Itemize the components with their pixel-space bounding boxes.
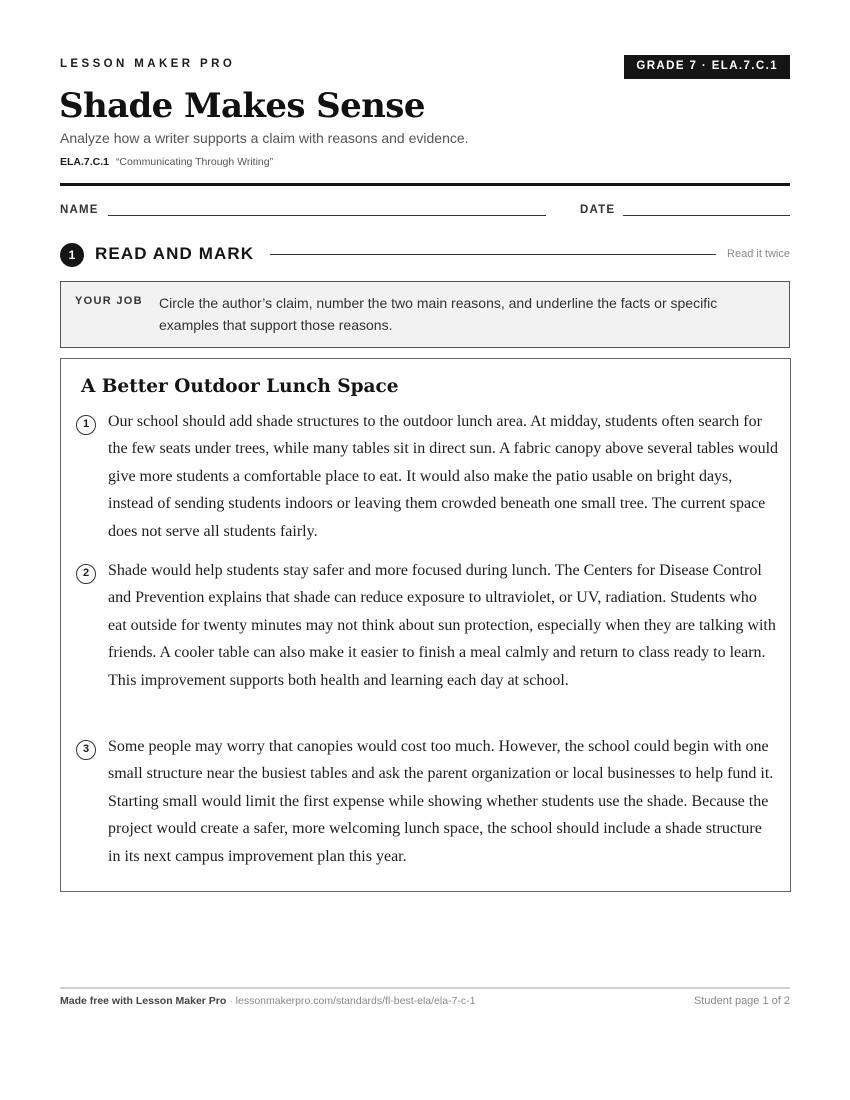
paragraph-text: Some people may worry that canopies would cost too much. However, the school could begin with one small structure near the busiest tables and ask the parent organization or local businesses to help fund it. Starting small would limit the first expense while showing whether students use the shade. Because the project would create a safer, more welcoming lunch space, the school should include a shade structure in its next campus improvement plan this year.	[108, 738, 774, 865]
header-divider	[60, 183, 790, 186]
grade-badge: GRADE 7 · ELA.7.C.1	[624, 55, 790, 79]
job-instructions-box	[60, 281, 790, 348]
worksheet-title: Shade Makes Sense	[59, 86, 425, 126]
standard-line	[60, 156, 273, 168]
footer-divider	[60, 987, 790, 989]
section-title: READ AND MARK	[95, 244, 255, 263]
page-number: Student page 1 of 2	[693, 995, 790, 1007]
section-note: Read it twice	[727, 248, 790, 260]
date-field[interactable]	[623, 215, 790, 216]
passage-title: A Better Outdoor Lunch Space	[81, 376, 399, 397]
job-label: YOUR JOB	[75, 295, 143, 307]
footer-credit	[60, 995, 476, 1007]
paragraph-text: Our school should add shade structures to the outdoor lunch area. At midday, students often search for the few seats under trees, while many tables sit in direct sun. A fabric canopy above several tables would give more students a comfortable place to eat. It would also make the patio usable on bright days, instead of sending students indoors or leaving them crowded beneath one small tree. The current space does not serve all students fairly.	[108, 413, 779, 540]
date-label: DATE	[580, 204, 616, 216]
name-field[interactable]	[108, 215, 546, 216]
paragraph-number-badge: 3	[76, 740, 96, 760]
footer-url[interactable]: · lessonmakerpro.com/standards/fl-best-ela/ela-7-c-1	[226, 995, 476, 1007]
paragraph-number-badge: 2	[76, 564, 96, 584]
worksheet-subtitle: Analyze how a writer supports a claim with reasons and evidence.	[60, 130, 469, 146]
section-number-badge: 1	[60, 243, 84, 267]
brand-name: LESSON MAKER PRO	[60, 58, 236, 70]
name-label: NAME	[60, 204, 99, 216]
paragraph-number-badge: 1	[76, 415, 96, 435]
passage-box	[60, 358, 791, 892]
standard-name: “Communicating Through Writing”	[115, 156, 274, 168]
standard-code: ELA.7.C.1	[60, 156, 110, 168]
paragraph-text: Shade would help students stay safer and more focused during lunch. The Centers for Disease Control and Prevention explains that shade can reduce exposure to ultraviolet, or UV, radiation. Students who eat outside for twenty minutes may not think about sun protection, especially when they are talking with friends. A cooler table can also make it easier to finish a meal calmly and return to class ready to learn. This improvement supports both health and learning each day at school.	[108, 562, 776, 689]
section-divider	[270, 254, 716, 255]
job-text: Circle the author’s claim, number the two main reasons, and underline the facts or specific examples that support those reasons.	[159, 295, 718, 333]
footer-made-with: Made free with Lesson Maker Pro	[60, 995, 227, 1007]
